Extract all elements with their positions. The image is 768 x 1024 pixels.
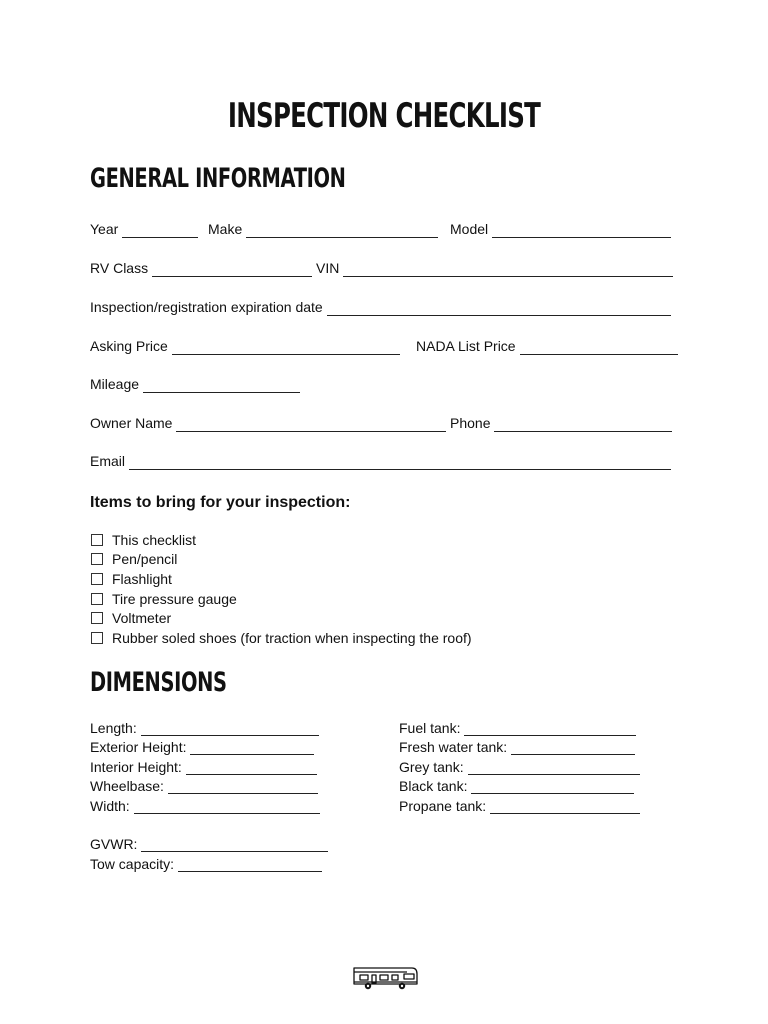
fresh-water-tank-field[interactable] xyxy=(399,736,640,756)
email-label: Email xyxy=(90,453,126,469)
make-field[interactable] xyxy=(208,220,438,238)
inspection-date-field[interactable] xyxy=(90,298,671,316)
interior-height-label: Interior Height: xyxy=(90,758,182,775)
width-field[interactable] xyxy=(90,794,328,814)
model-blank[interactable] xyxy=(492,224,671,238)
black-tank-field[interactable] xyxy=(399,775,640,795)
owner-name-field[interactable] xyxy=(90,414,446,432)
phone-label: Phone xyxy=(450,415,491,431)
rv-class-field[interactable] xyxy=(90,259,312,277)
fresh-water-tank-label: Fresh water tank: xyxy=(399,739,508,755)
inspection-date-label: Inspection/registration expiration date xyxy=(90,299,323,315)
gvwr-label: GVWR: xyxy=(90,836,138,852)
checkbox[interactable] xyxy=(91,593,103,605)
checklist-item[interactable] xyxy=(90,628,472,648)
tow-capacity-label: Tow capacity: xyxy=(90,855,175,872)
rv-motorhome-icon xyxy=(352,962,420,997)
fuel-tank-field[interactable] xyxy=(399,716,640,736)
checklist-item[interactable] xyxy=(90,530,472,550)
dimensions-right-column xyxy=(399,716,640,814)
checklist-item[interactable] xyxy=(90,608,472,628)
propane-tank-blank[interactable] xyxy=(490,801,640,814)
black-tank-blank[interactable] xyxy=(471,781,634,794)
grey-tank-field[interactable] xyxy=(399,755,640,775)
make-label: Make xyxy=(208,221,243,237)
fuel-tank-label: Fuel tank: xyxy=(399,719,461,736)
width-blank[interactable] xyxy=(134,801,320,814)
width-label: Width: xyxy=(90,797,130,814)
checklist-item-label: Voltmeter xyxy=(112,610,172,627)
email-blank[interactable] xyxy=(129,456,671,470)
mileage-field[interactable] xyxy=(90,375,300,393)
price-row xyxy=(90,337,680,357)
nada-price-blank[interactable] xyxy=(520,341,678,355)
wheelbase-label: Wheelbase: xyxy=(90,778,164,794)
checklist-item-label: Pen/pencil xyxy=(112,551,178,568)
interior-height-field[interactable] xyxy=(90,755,328,775)
propane-tank-field[interactable] xyxy=(399,794,640,814)
phone-field[interactable] xyxy=(450,414,672,432)
grey-tank-label: Grey tank: xyxy=(399,758,464,775)
model-field[interactable] xyxy=(450,220,671,238)
model-label: Model xyxy=(450,221,489,237)
checkbox[interactable] xyxy=(91,553,103,565)
grey-tank-blank[interactable] xyxy=(468,762,640,775)
mileage-blank[interactable] xyxy=(143,379,300,393)
length-label: Length: xyxy=(90,719,137,736)
nada-price-field[interactable] xyxy=(416,337,678,355)
make-blank[interactable] xyxy=(246,224,438,238)
general-information-heading: GENERAL INFORMATION xyxy=(90,163,346,194)
year-make-model-row xyxy=(90,220,680,240)
page-title: INSPECTION CHECKLIST xyxy=(227,96,541,136)
email-row xyxy=(90,452,680,472)
checkbox[interactable] xyxy=(91,534,103,546)
mileage-label: Mileage xyxy=(90,376,140,392)
gvwr-field[interactable] xyxy=(90,833,328,853)
gvwr-blank[interactable] xyxy=(141,839,328,852)
owner-name-label: Owner Name xyxy=(90,415,173,431)
length-field[interactable] xyxy=(90,716,328,736)
year-field[interactable] xyxy=(90,220,198,238)
checklist-item[interactable] xyxy=(90,589,472,609)
year-blank[interactable] xyxy=(122,224,198,238)
rv-class-label: RV Class xyxy=(90,260,149,276)
propane-tank-label: Propane tank: xyxy=(399,797,487,814)
fresh-water-tank-blank[interactable] xyxy=(511,742,635,755)
wheelbase-field[interactable] xyxy=(90,775,328,795)
wheelbase-blank[interactable] xyxy=(168,781,318,794)
tow-capacity-field[interactable] xyxy=(90,852,328,872)
asking-price-field[interactable] xyxy=(90,337,400,355)
rv-class-blank[interactable] xyxy=(152,263,312,277)
length-blank[interactable] xyxy=(141,723,319,736)
email-field[interactable] xyxy=(90,452,671,470)
vin-field[interactable] xyxy=(316,259,673,277)
checkbox[interactable] xyxy=(91,573,103,585)
exterior-height-blank[interactable] xyxy=(190,742,314,755)
inspection-date-row xyxy=(90,298,680,318)
checklist-item[interactable] xyxy=(90,550,472,570)
vin-blank[interactable] xyxy=(343,263,673,277)
owner-name-blank[interactable] xyxy=(176,418,446,432)
checklist-item-label: This checklist xyxy=(112,531,197,548)
year-label: Year xyxy=(90,221,119,237)
interior-height-blank[interactable] xyxy=(186,762,317,775)
nada-price-label: NADA List Price xyxy=(416,338,516,354)
dimensions-left-column xyxy=(90,716,328,872)
checklist-item-label: Tire pressure gauge xyxy=(112,590,237,607)
exterior-height-label: Exterior Height: xyxy=(90,739,187,755)
checkbox[interactable] xyxy=(91,632,103,644)
mileage-row xyxy=(90,375,680,395)
owner-phone-row xyxy=(90,414,680,434)
fuel-tank-blank[interactable] xyxy=(464,723,636,736)
black-tank-label: Black tank: xyxy=(399,778,468,794)
inspection-date-blank[interactable] xyxy=(327,302,671,316)
exterior-height-field[interactable] xyxy=(90,736,328,756)
checklist-item-label: Rubber soled shoes (for traction when inspecting the roof) xyxy=(112,629,472,646)
rvclass-vin-row xyxy=(90,259,680,279)
vin-label: VIN xyxy=(316,260,340,276)
asking-price-blank[interactable] xyxy=(172,341,400,355)
tow-capacity-blank[interactable] xyxy=(178,859,322,872)
items-to-bring-heading: Items to bring for your inspection: xyxy=(90,494,351,511)
dimensions-heading: DIMENSIONS xyxy=(90,667,227,698)
items-checklist xyxy=(90,530,472,648)
phone-blank[interactable] xyxy=(494,418,672,432)
asking-price-label: Asking Price xyxy=(90,338,168,354)
checkbox[interactable] xyxy=(91,612,103,624)
checklist-item[interactable] xyxy=(90,569,472,589)
checklist-item-label: Flashlight xyxy=(112,570,172,587)
